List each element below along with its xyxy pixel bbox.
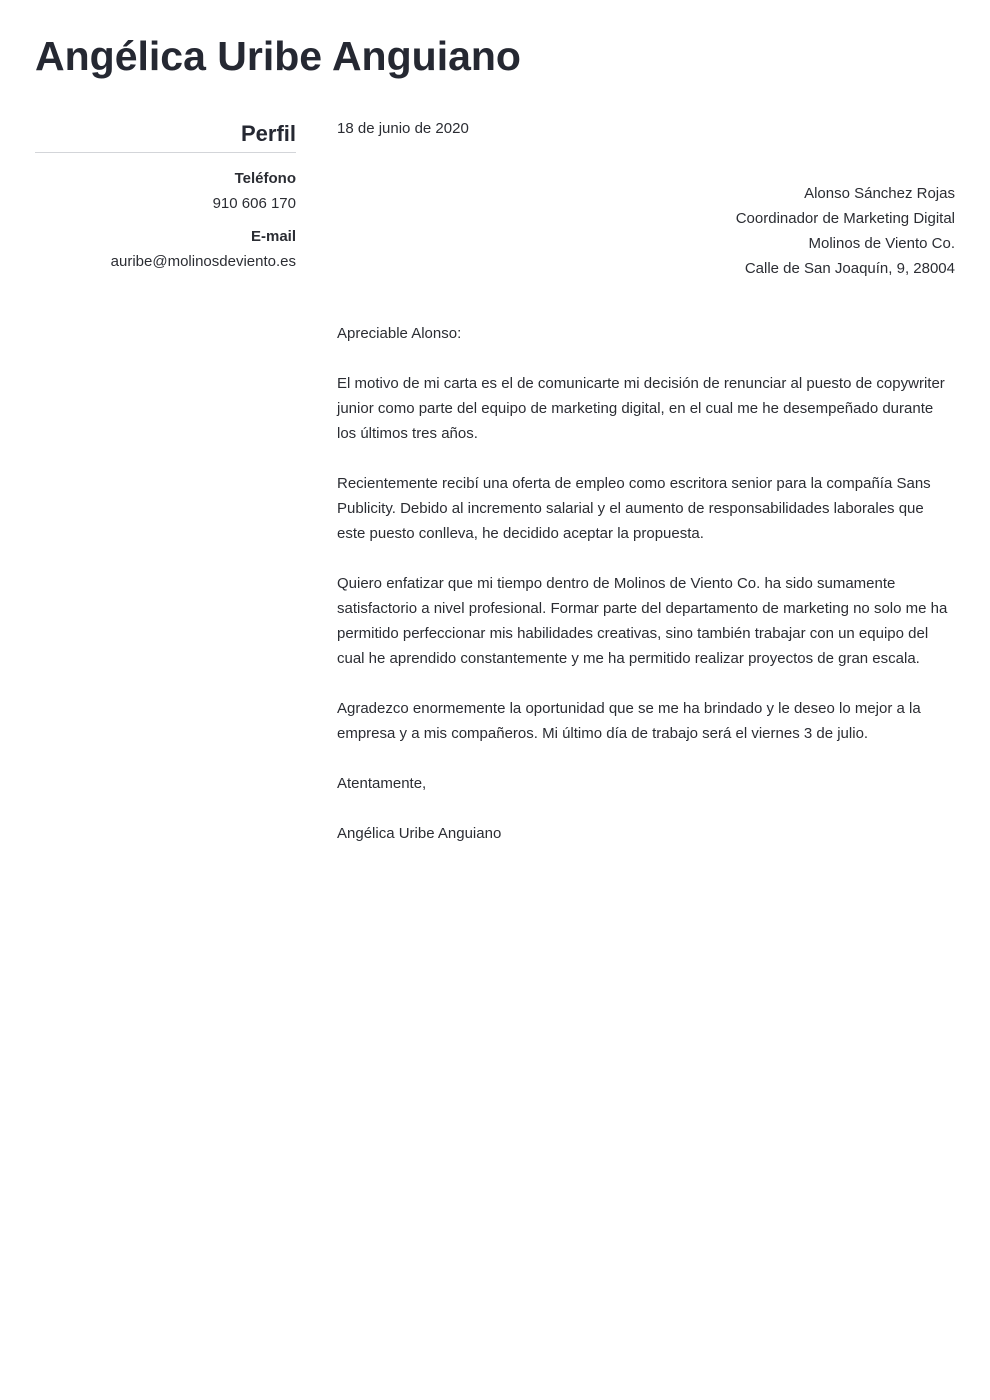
profile-section-title: Perfil [35,118,296,153]
body-paragraph: El motivo de mi carta es el de comunicarte mi decisión de renunciar al puesto de copywriter junior como parte del equipo de marketing digital, en el cual me he desempeñado durante los últimos tres años. [337,375,945,442]
body-paragraph: Quiero enfatizar que mi tiempo dentro de Molinos de Viento Co. ha sido sumamente satisfactorio a nivel profesional. Formar parte del departamento de marketing no solo me ha permitido perfeccionar mis habilidades creativas, sino también trabajar con un equipo del cual he aprendido constantemente y me ha permitido realizar proyectos de gran escala. [337,575,948,667]
recipient-address: Calle de San Joaquín, 9, 28004 [744,260,955,277]
recipient-name: Alonso Sánchez Rojas [804,185,955,202]
recipient-block [337,181,955,281]
body-paragraph: Recientemente recibí una oferta de empleo como escritora senior para la compañía Sans Publicity. Debido al incremento salarial y el aumento de responsabilidades laborales que este puesto conlleva, he decidido aceptar la propuesta. [337,475,931,542]
salutation: Apreciable Alonso: [337,325,462,342]
letter-body [337,116,955,846]
recipient-title: Coordinador de Marketing Digital [735,210,955,227]
phone-value: 910 606 170 [212,195,296,212]
email-label: E-mail [250,228,296,245]
body-paragraph: Agradezco enormemente la oportunidad que se me ha brindado y le deseo lo mejor a la empresa y a mis compañeros. Mi último día de trabajo será el viernes 3 de julio. [337,700,921,742]
closing: Atentamente, [337,775,427,792]
recipient-company: Molinos de Viento Co. [808,235,955,252]
letter-date: 18 de junio de 2020 [337,120,469,137]
phone-label: Teléfono [234,170,296,187]
email-value: auribe@molinosdeviento.es [110,253,296,270]
signature-name: Angélica Uribe Anguiano [337,825,502,842]
profile-sidebar [35,118,296,284]
applicant-name: Angélica Uribe Anguiano [35,33,521,79]
